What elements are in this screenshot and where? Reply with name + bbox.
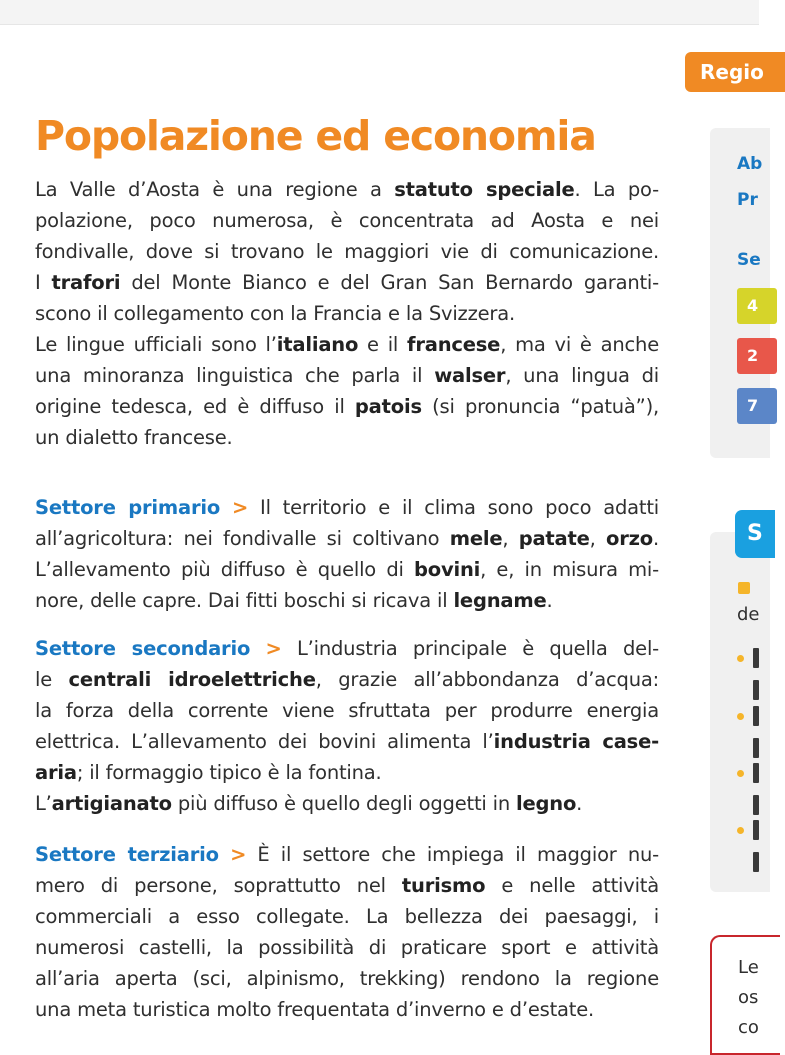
region-tag: Regio — [685, 52, 785, 92]
note-text: os — [738, 987, 759, 1008]
text-line: all’agricoltura: nei fondivalle si coltivano mele, patate, orzo. — [35, 527, 659, 550]
text-line: nore, delle capre. Dai fitti boschi si ricava il legname. — [35, 589, 553, 612]
text-line: L’allevamento più diffuso è quello di bovini, e, in misura mi- — [35, 558, 659, 581]
section-heading-primary: Settore primario — [35, 496, 221, 519]
text-line: Settore terziario > È il settore che impiega il maggior nu- — [35, 843, 660, 866]
text-line: elettrica. L’allevamento dei bovini alimenta l’industria case- — [35, 730, 660, 753]
note-text: co — [738, 1017, 759, 1038]
text-line: numerosi castelli, la possibilità di praticare sport e attività — [35, 936, 659, 959]
intro-paragraph — [35, 174, 659, 453]
text-line: Le lingue ufficiali sono l’italiano e il francese, ma vi è anche — [35, 333, 659, 356]
secondary-sector-paragraph — [35, 633, 659, 819]
bullet-icon — [737, 827, 744, 834]
stat-chip: 7 — [737, 388, 777, 424]
bullet-icon — [737, 770, 744, 777]
section-heading-secondary: Settore secondario — [35, 637, 251, 660]
cut-text-fragment — [753, 852, 759, 872]
top-toolbar-strip — [0, 0, 759, 25]
text-line: commerciali a esso collegate. La bellezza dei paesaggi, i — [35, 905, 659, 928]
primary-sector-paragraph — [35, 492, 659, 616]
section-heading-tertiary: Settore terziario — [35, 843, 219, 866]
text-line: I trafori del Monte Bianco e del Gran San Bernardo garanti- — [35, 271, 659, 294]
page-title: Popolazione ed economia — [35, 112, 596, 160]
text-line: un dialetto francese. — [35, 426, 233, 449]
text-line: L’artigianato più diffuso è quello degli oggetti in legno. — [35, 792, 583, 815]
keyword: statuto speciale — [394, 178, 575, 201]
text-line: la forza della corrente viene sfruttata per produrre energia — [35, 699, 659, 722]
text-line: Settore primario > Il territorio e il clima sono poco adatti — [35, 496, 659, 519]
text-line: polazione, poco numerosa, è concentrata ad Aosta e nei — [35, 209, 659, 232]
text-line: le centrali idroelettriche, grazie all’abbondanza d’acqua: — [35, 668, 659, 691]
keyword: patois — [354, 395, 422, 418]
text-line: una meta turistica molto frequentata d’inverno e d’estate. — [35, 998, 595, 1021]
bullet-icon — [737, 655, 744, 662]
region-info-box — [710, 128, 770, 458]
info-label: Pr — [737, 190, 758, 210]
text-line: una minoranza linguistica che parla il walser, una lingua di — [35, 364, 660, 387]
chevron-right-icon: > — [265, 637, 282, 660]
text-line: scono il collegamento con la Francia e la Svizzera. — [35, 302, 515, 325]
stat-chip: 4 — [737, 288, 777, 324]
text-line: fondivalle, dove si trovano le maggiori vie di comunicazione. — [35, 240, 659, 263]
cut-text-fragment — [753, 648, 759, 668]
cut-text-fragment — [753, 795, 759, 815]
chevron-right-icon: > — [231, 496, 249, 519]
text-line: mero di persone, soprattutto nel turismo e nelle attività — [35, 874, 659, 897]
text-line: aria; il formaggio tipico è la fontina. — [35, 761, 382, 784]
cut-text-fragment — [753, 738, 759, 758]
chevron-right-icon: > — [230, 843, 247, 866]
bullet-icon — [737, 713, 744, 720]
keyword: francese — [407, 333, 501, 356]
sidebar-text: de — [737, 604, 760, 625]
text-line: origine tedesca, ed è diffuso il patois (si pronuncia “patuà”), — [35, 395, 659, 418]
stat-chip: 2 — [737, 338, 777, 374]
keyword: italiano — [276, 333, 359, 356]
keyword: trafori — [51, 271, 121, 294]
text-line: Settore secondario > L’industria principale è quella del- — [35, 637, 659, 660]
note-box — [710, 935, 780, 1055]
tertiary-sector-paragraph — [35, 839, 659, 1025]
cut-text-fragment — [753, 706, 759, 726]
text-line: La Valle d’Aosta è una regione a statuto speciale. La po- — [35, 178, 659, 201]
cut-text-fragment — [753, 820, 759, 840]
cut-text-fragment — [753, 680, 759, 700]
info-label: Ab — [737, 154, 763, 174]
info-label: Se — [737, 250, 761, 270]
note-text: Le — [738, 957, 759, 978]
text-line: all’aria aperta (sci, alpinismo, trekking) rendono la regione — [35, 967, 659, 990]
keyword: walser — [434, 364, 506, 387]
sidebar-box-tab: S — [735, 510, 775, 558]
cut-text-fragment — [753, 763, 759, 783]
square-bullet-icon — [738, 582, 750, 594]
